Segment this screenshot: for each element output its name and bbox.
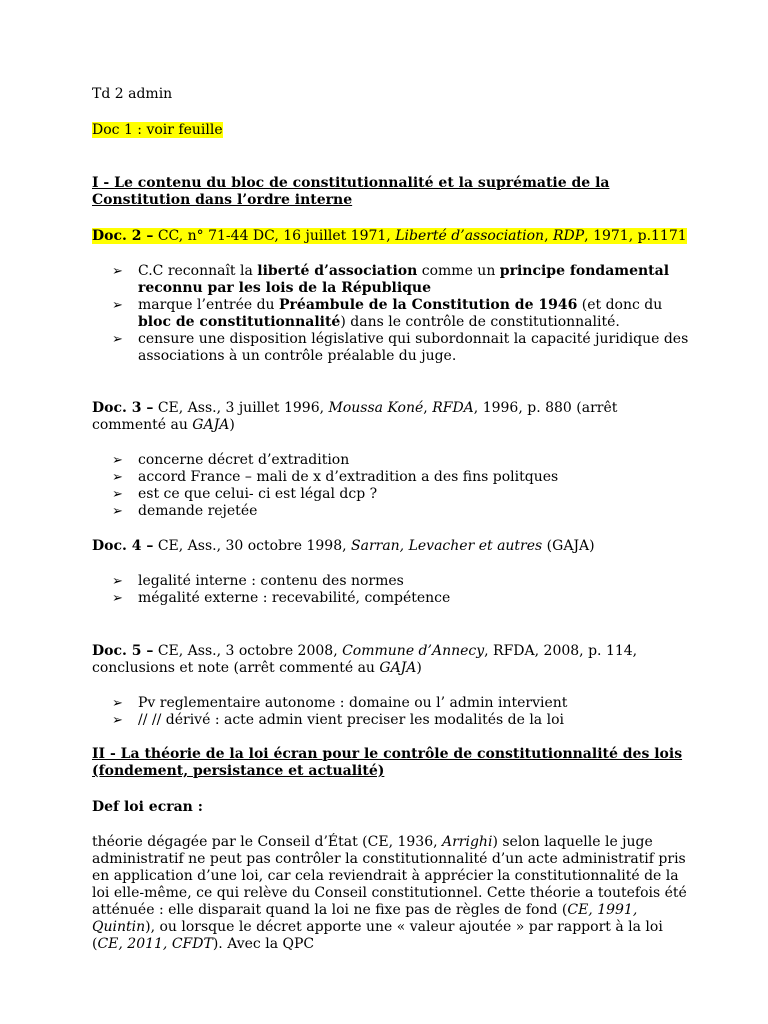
doc3-bullet-list — [92, 452, 692, 520]
doc4-case-name: Sarran, Levacher et autres — [351, 538, 543, 554]
arrow-bullet-icon: ➢ — [112, 470, 123, 485]
list-item — [92, 331, 692, 365]
list-item — [92, 297, 692, 331]
bullet-text: // // dérivé : acte admin vient preciser les modalités de la loi — [138, 712, 564, 728]
bullet-text: concerne décret d’extradition — [138, 452, 350, 468]
doc2-ref-part2: , 1971, p.1171 — [584, 228, 687, 244]
definition-heading: Def loi ecran : — [92, 799, 203, 815]
bullet-bold: bloc de constitutionnalité — [138, 314, 341, 330]
document-page — [92, 84, 692, 953]
list-item — [92, 486, 692, 503]
arrow-bullet-icon: ➢ — [112, 574, 123, 589]
bullet-text: mégalité externe : recevabilité, compétence — [138, 590, 451, 606]
bullet-text: legalité interne : contenu des normes — [138, 573, 404, 589]
bullet-bold: Préambule de la Constitution de 1946 — [279, 297, 578, 313]
arrow-bullet-icon: ➢ — [112, 264, 123, 279]
doc2-reference — [92, 228, 692, 245]
document-title: Td 2 admin — [92, 86, 173, 102]
doc1-line — [92, 122, 692, 139]
bullet-text: accord France – mali de x d’extradition a des fins politques — [138, 469, 559, 485]
arrow-bullet-icon: ➢ — [112, 504, 123, 519]
doc5-case-name: Commune d’Annecy — [342, 643, 485, 659]
bullet-text: C.C reconnaît la — [138, 263, 258, 279]
paragraph-text: ), ou lorsque le décret apporte une « valeur ajoutée » par rapport à la loi ( — [92, 919, 663, 952]
doc4-label: Doc. 4 – — [92, 538, 154, 554]
arrow-bullet-icon: ➢ — [112, 487, 123, 502]
list-item — [92, 590, 692, 607]
bullet-text: demande rejetée — [138, 503, 258, 519]
doc4-bullet-list — [92, 573, 692, 607]
doc3-label: Doc. 3 – — [92, 400, 154, 416]
doc4-ref-part1: CE, Ass., 30 octobre 1998, — [153, 538, 351, 554]
doc2-separator: , — [544, 228, 553, 244]
doc5-ref-part3: ) — [416, 660, 422, 676]
doc3-ref-part3: ) — [229, 417, 235, 433]
doc5-reference — [92, 643, 692, 677]
paragraph-citation: CE, 2011, CFDT — [97, 936, 213, 952]
doc5-label: Doc. 5 – — [92, 643, 154, 659]
list-item — [92, 573, 692, 590]
doc1-text: Doc 1 : voir feuille — [92, 122, 223, 138]
doc2-journal: RDP — [552, 228, 585, 244]
bullet-text: ) dans le contrôle de constitutionnalité. — [340, 314, 620, 330]
bullet-text: marque l’entrée du — [138, 297, 280, 313]
list-item — [92, 695, 692, 712]
arrow-bullet-icon: ➢ — [112, 298, 123, 313]
paragraph-citation: Arrighi — [442, 834, 493, 850]
doc3-ref-part2: , 1996, p. 880 (arrêt commenté au — [92, 400, 618, 433]
doc4-reference — [92, 538, 692, 555]
paragraph-citation: CE, 1991, Quintin — [92, 902, 638, 935]
arrow-bullet-icon: ➢ — [112, 332, 123, 347]
list-item — [92, 469, 692, 486]
paragraph-text: ) selon laquelle le juge administratif ne peut pas contrôler la constitutionnalité d’un acte administratif pris en application d’une loi, car cela reviendrait à apprécier la constitutionnalité de la loi elle-même, ce qui relève du Conseil constitutionnel. Cette théorie a toutefois été atténuée : elle disparait quand la loi ne fixe pas de règles de fond ( — [92, 834, 687, 918]
doc3-journal: RFDA — [432, 400, 474, 416]
arrow-bullet-icon: ➢ — [112, 591, 123, 606]
doc5-ref-part1: CE, Ass., 3 octobre 2008, — [153, 643, 343, 659]
doc2-label: Doc. 2 – — [92, 228, 154, 244]
doc3-separator: , — [423, 400, 433, 416]
doc5-gaja: GAJA — [379, 660, 417, 676]
doc3-ref-part1: CE, Ass., 3 juillet 1996, — [153, 400, 329, 416]
doc2-bullet-list — [92, 263, 692, 365]
arrow-bullet-icon: ➢ — [112, 696, 123, 711]
paragraph-text: ). Avec la QPC — [212, 936, 315, 952]
definition-paragraph — [92, 834, 692, 953]
bullet-text: (et donc du — [577, 297, 663, 313]
list-item — [92, 263, 692, 297]
list-item — [92, 503, 692, 520]
doc4-ref-part2: (GAJA) — [542, 538, 595, 554]
bullet-text: est ce que celui- ci est légal dcp ? — [138, 486, 378, 502]
doc2-ref-part1: CC, n° 71-44 DC, 16 juillet 1971, — [153, 228, 396, 244]
bullet-text: Pv reglementaire autonome : domaine ou l’ admin intervient — [138, 695, 568, 711]
bullet-text: censure une disposition législative qui subordonnait la capacité juridique des associations à un contrôle préalable du juge. — [138, 331, 689, 364]
bullet-bold: principe fondamental reconnu par les lois de la République — [138, 263, 670, 296]
doc3-reference — [92, 400, 692, 434]
bullet-text: comme un — [417, 263, 500, 279]
doc2-highlight — [92, 228, 687, 244]
bullet-bold: liberté d’association — [257, 263, 418, 279]
doc5-bullet-list — [92, 695, 692, 729]
doc2-case-name: Liberté d’association — [395, 228, 545, 244]
list-item — [92, 452, 692, 469]
paragraph-text: théorie dégagée par le Conseil d’État (CE, 1936, — [92, 834, 442, 850]
section2-heading: II - La théorie de la loi écran pour le contrôle de constitutionnalité des lois (fondement, persistance et actualité) — [92, 746, 683, 779]
arrow-bullet-icon: ➢ — [112, 713, 123, 728]
doc3-case-name: Moussa Koné — [328, 400, 424, 416]
list-item — [92, 712, 692, 729]
arrow-bullet-icon: ➢ — [112, 453, 123, 468]
doc3-gaja: GAJA — [192, 417, 230, 433]
doc5-ref-part2: , RFDA, 2008, p. 114, conclusions et note (arrêt commenté au — [92, 643, 638, 676]
section1-heading: I - Le contenu du bloc de constitutionnalité et la suprématie de la Constitution dans l’ordre interne — [92, 175, 610, 208]
